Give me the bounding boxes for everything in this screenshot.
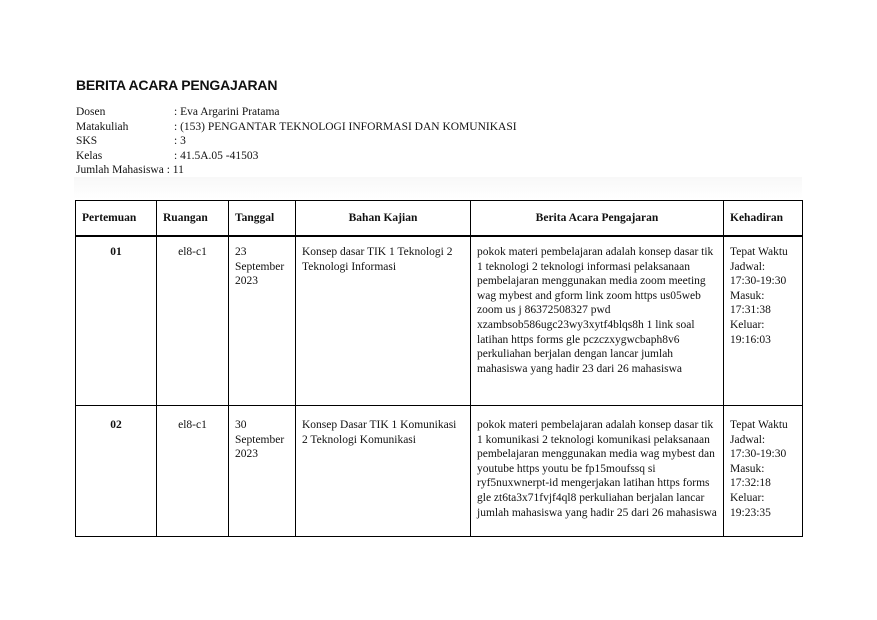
header-berita-acara: Berita Acara Pengajaran bbox=[471, 201, 724, 237]
bahan-kajian-cell: Konsep dasar TIK 1 Teknologi 2 Teknologi Informasi bbox=[296, 241, 471, 406]
header-ruangan: Ruangan bbox=[157, 201, 229, 237]
pertemuan-cell: 02 bbox=[76, 410, 157, 537]
berita-acara-cell: pokok materi pembelajaran adalah konsep dasar tik 1 komunikasi 2 teknologi komunikasi pelaksanaan pembelajaran menggunakan media wag mybest dan youtube https youtu be fp15moufssq si ryf5nuxwnerpt-id mengerjakan latihan https forms gle zt6ta3x71fvjf4ql8 perkuliahan berjalan lancar jumlah mahasiswa yang hadir 25 dari 26 mahasiswa bbox=[471, 410, 724, 537]
dosen-row bbox=[76, 105, 517, 120]
header-bahan-kajian: Bahan Kajian bbox=[296, 201, 471, 237]
dosen-label: Dosen bbox=[76, 106, 106, 118]
course-info bbox=[76, 105, 517, 178]
sks-row bbox=[76, 134, 517, 149]
table-row bbox=[76, 241, 803, 406]
tanggal-cell: 30 September 2023 bbox=[229, 410, 296, 537]
header-shade bbox=[74, 177, 802, 199]
header-pertemuan: Pertemuan bbox=[76, 201, 157, 237]
matakuliah-label: Matakuliah bbox=[76, 120, 129, 133]
kelas-value: : 41.5A.05 -41503 bbox=[174, 149, 259, 162]
bahan-kajian-cell: Konsep Dasar TIK 1 Komunikasi 2 Teknologi Komunikasi bbox=[296, 410, 471, 537]
jumlah-row bbox=[76, 163, 517, 178]
header-kehadiran: Kehadiran bbox=[724, 201, 803, 237]
table-row bbox=[76, 410, 803, 537]
matakuliah-row bbox=[76, 120, 517, 135]
berita-acara-cell: pokok materi pembelajaran adalah konsep dasar tik 1 teknologi 2 teknologi informasi pelaksanaan pembelajaran menggunakan media zoom meeting wag mybest and gform link zoom https us05web zoom us j 86372508327 pwd xzambsob586ugc23wy3xytf4blqs8h 1 link soal latihan https forms gle pczczxygwcbaph8v6 perkuliahan berjalan dengan lancar jumlah mahasiswa yang hadir 23 dari 26 mahasiswa bbox=[471, 241, 724, 406]
kehadiran-cell: Tepat Waktu Jadwal: 17:30-19:30 Masuk: 17:32:18 Keluar: 19:23:35 bbox=[724, 410, 803, 537]
teaching-log-table bbox=[75, 200, 803, 537]
sks-label: SKS bbox=[76, 135, 98, 148]
document-title: BERITA ACARA PENGAJARAN bbox=[76, 77, 278, 93]
ruangan-cell: el8-c1 bbox=[157, 410, 229, 537]
tanggal-cell: 23 September 2023 bbox=[229, 241, 296, 406]
sks-value: : 3 bbox=[174, 135, 186, 148]
kelas-row bbox=[76, 149, 517, 164]
table-header-row bbox=[76, 201, 803, 237]
header-tanggal: Tanggal bbox=[229, 201, 296, 237]
kehadiran-cell: Tepat Waktu Jadwal: 17:30-19:30 Masuk: 17:31:38 Keluar: 19:16:03 bbox=[724, 241, 803, 406]
matakuliah-value: : (153) PENGANTAR TEKNOLOGI INFORMASI DAN KOMUNIKASI bbox=[174, 120, 517, 133]
ruangan-cell: el8-c1 bbox=[157, 241, 229, 406]
kelas-label: Kelas bbox=[76, 149, 103, 162]
pertemuan-cell: 01 bbox=[76, 241, 157, 406]
jumlah-mahasiswa: Jumlah Mahasiswa : 11 bbox=[76, 164, 184, 177]
dosen-value: : Eva Argarini Pratama bbox=[174, 106, 280, 118]
